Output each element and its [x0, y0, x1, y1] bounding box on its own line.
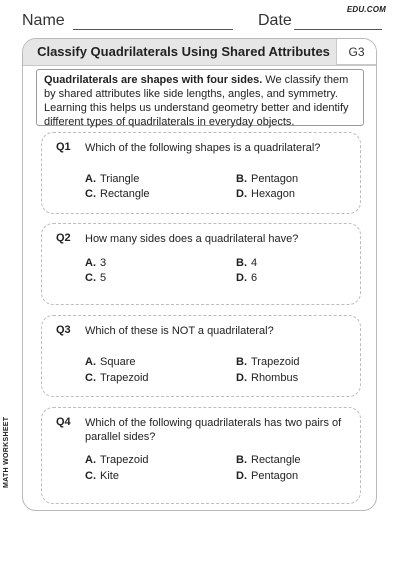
name-line[interactable] — [73, 29, 233, 30]
option-c[interactable]: C. Rectangle — [85, 188, 150, 200]
date-label: Date — [258, 12, 292, 29]
question-number: Q3 — [56, 324, 71, 336]
brand-logo: EDU.COM — [346, 5, 386, 14]
question-number: Q4 — [56, 416, 71, 428]
worksheet-title: Classify Quadrilaterals Using Shared Attributes — [37, 44, 330, 59]
option-d[interactable]: D. Rhombus — [236, 372, 299, 384]
intro-bold-text: Quadrilaterals are shapes with four sides. — [44, 74, 263, 86]
question-number: Q2 — [56, 232, 71, 244]
option-b[interactable]: B. Rectangle — [236, 454, 301, 466]
worksheet-panel — [22, 38, 377, 511]
option-b[interactable]: B. 4 — [236, 257, 258, 269]
name-label: Name — [22, 12, 65, 29]
option-a[interactable]: A. Trapezoid — [85, 454, 149, 466]
question-text: How many sides does a quadrilateral have? — [85, 233, 299, 245]
option-c[interactable]: C. Trapezoid — [85, 372, 149, 384]
question-card-q1 — [41, 132, 361, 214]
grade-badge: G3 — [336, 39, 376, 65]
question-card-q3 — [41, 315, 361, 397]
option-d[interactable]: D. 6 — [236, 272, 258, 284]
option-a[interactable]: A. 3 — [85, 257, 107, 269]
title-bar — [23, 39, 376, 66]
option-a[interactable]: A. Triangle — [85, 173, 140, 185]
question-text: Which of the following shapes is a quadrilateral? — [85, 142, 321, 154]
intro-box — [36, 69, 364, 126]
option-a[interactable]: A. Square — [85, 356, 136, 368]
question-number: Q1 — [56, 141, 71, 153]
option-d[interactable]: D. Hexagon — [236, 188, 296, 200]
question-text: Which of the following quadrilaterals has two pairs of parallel sides? — [85, 417, 342, 443]
intro-text: We classify them by shared attributes like side lengths, angles, and symmetry. Learning this helps us understand geometry better and identify different types of quadrilaterals in everyday objects. — [44, 74, 349, 128]
side-label-wrap — [3, 416, 17, 568]
option-d[interactable]: D. Pentagon — [236, 470, 299, 482]
question-text: Which of these is NOT a quadrilateral? — [85, 325, 274, 337]
option-c[interactable]: C. Kite — [85, 470, 119, 482]
option-b[interactable]: B. Trapezoid — [236, 356, 300, 368]
side-label: MATH WORKSHEET — [3, 416, 10, 488]
date-line[interactable] — [294, 29, 382, 30]
question-card-q2 — [41, 223, 361, 305]
question-card-q4 — [41, 407, 361, 504]
option-b[interactable]: B. Pentagon — [236, 173, 299, 185]
option-c[interactable]: C. 5 — [85, 272, 107, 284]
